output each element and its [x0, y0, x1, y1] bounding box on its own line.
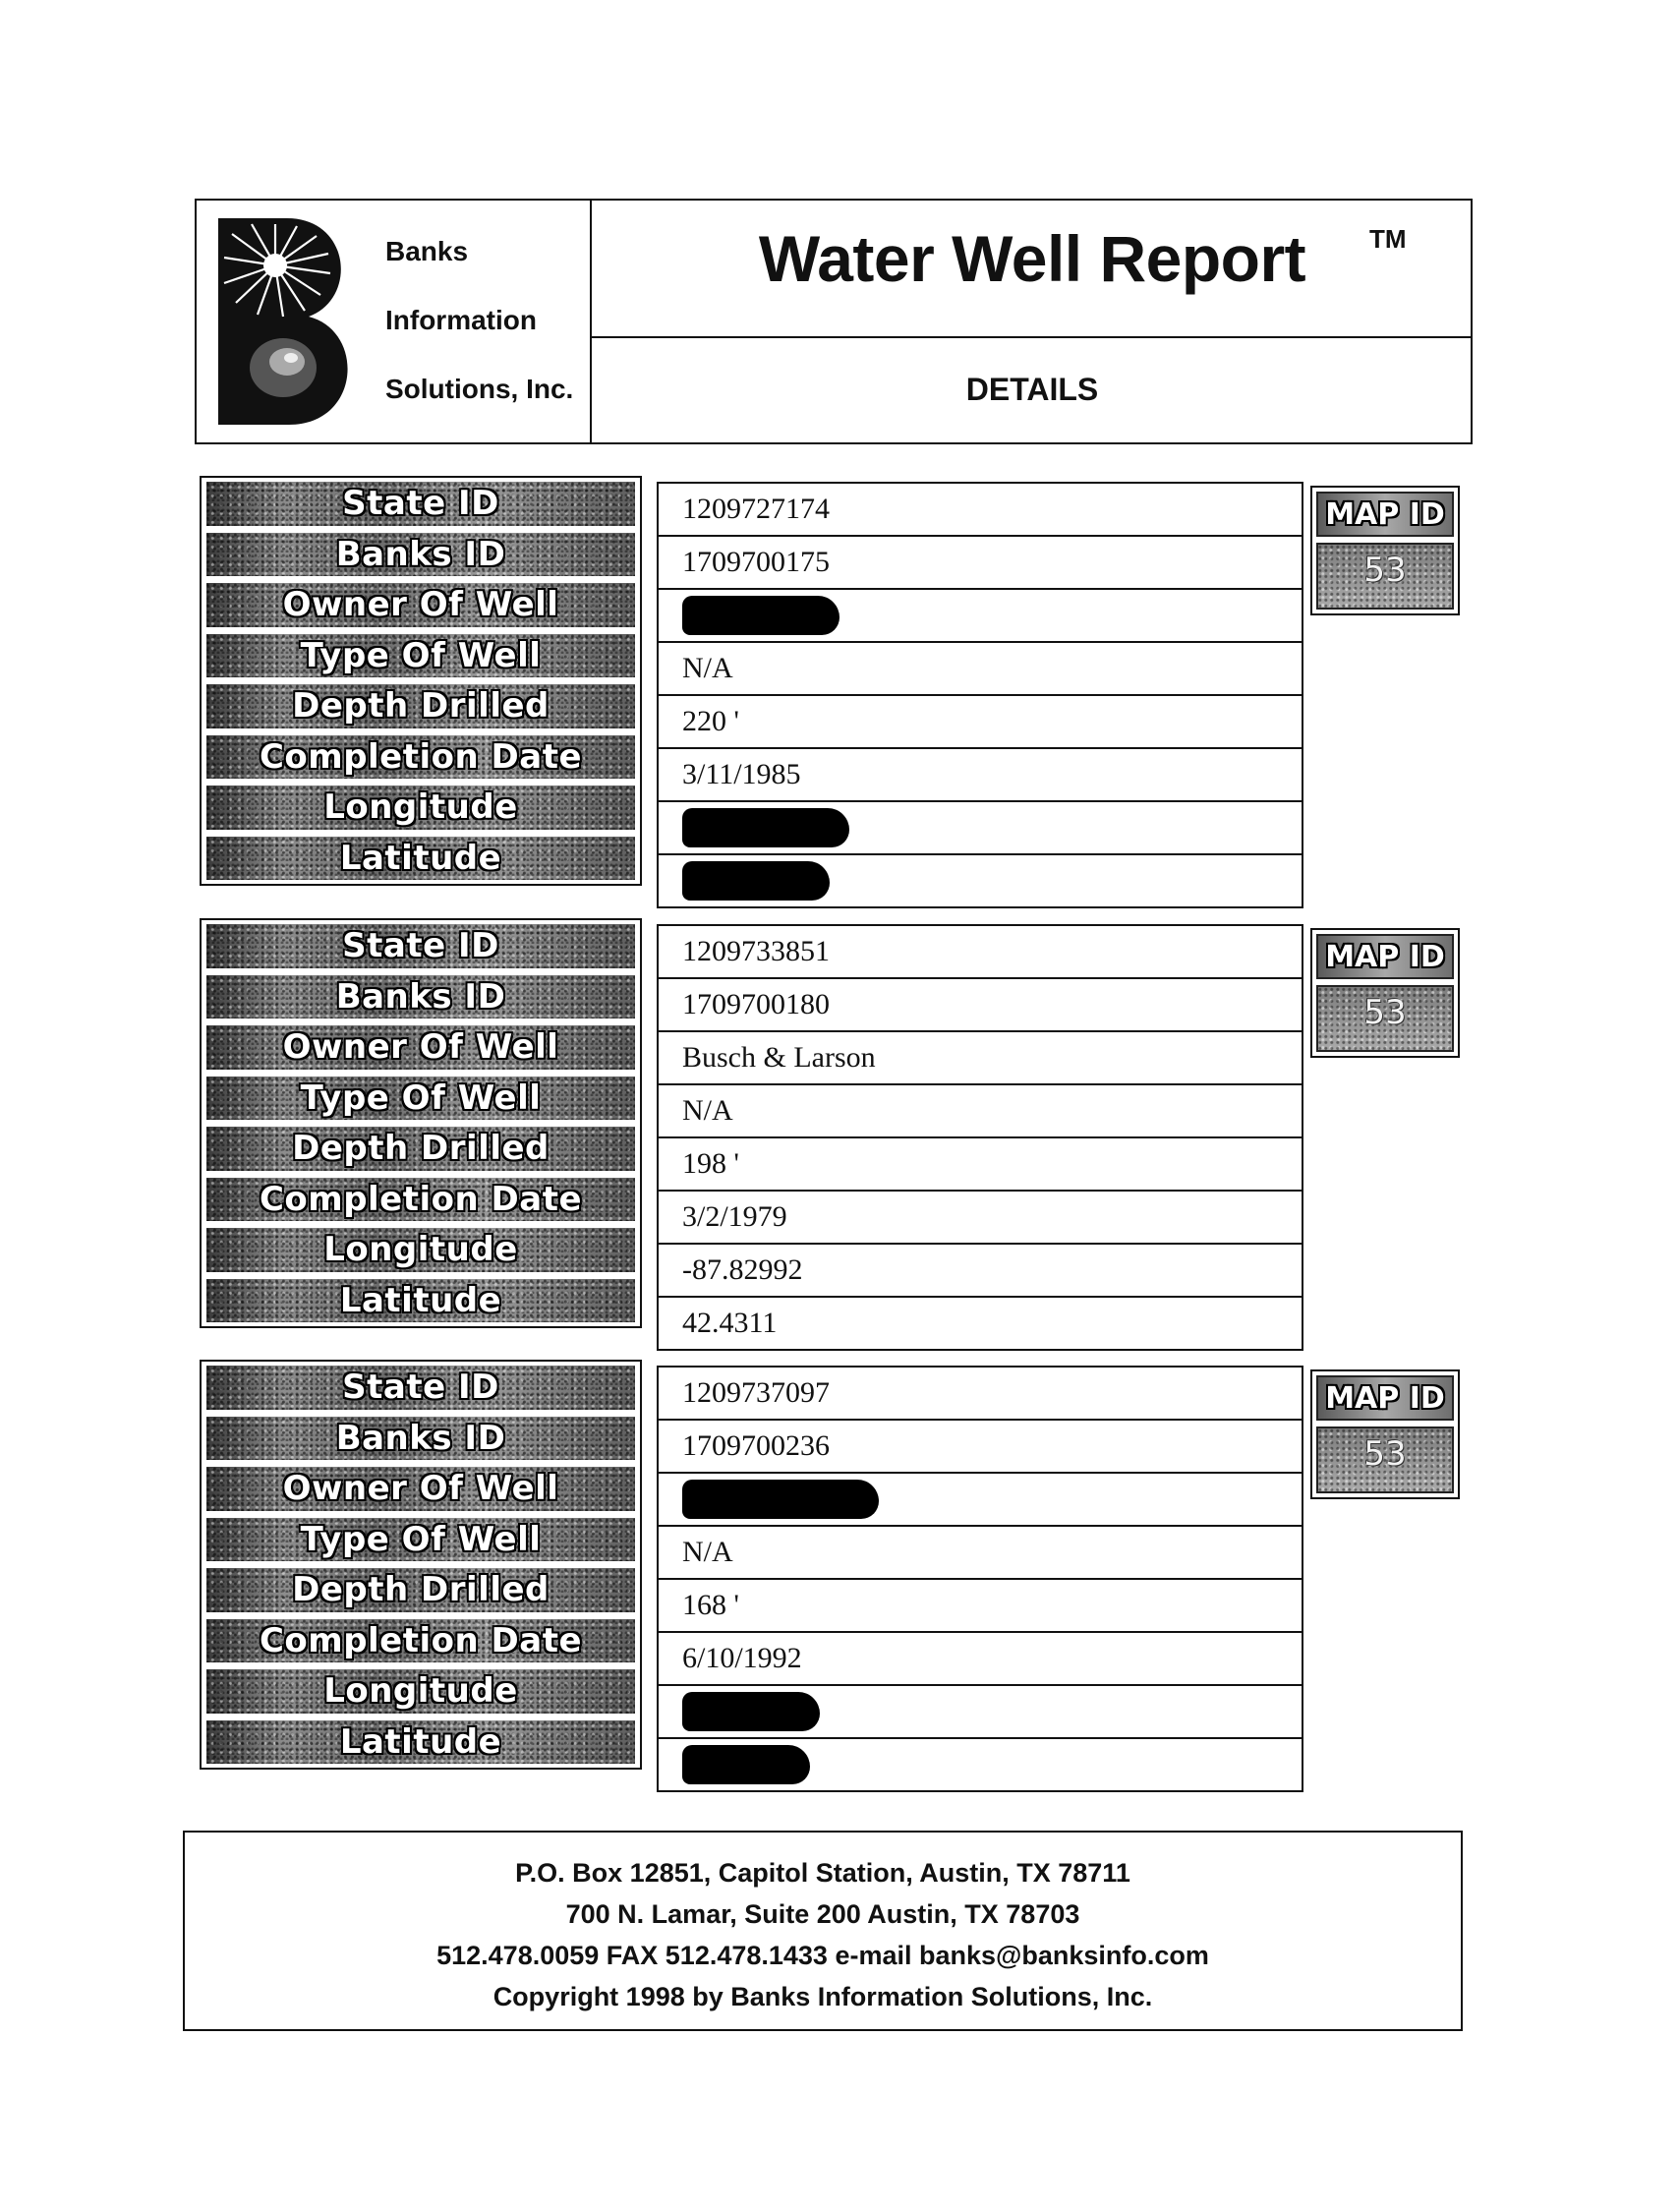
redaction-mark: [682, 808, 849, 847]
field-label: Type Of Well: [206, 1518, 635, 1562]
field-value: [659, 1368, 1302, 1421]
company-name-line-1: Banks: [385, 236, 469, 266]
field-value: [659, 1580, 1302, 1633]
field-value: [659, 1633, 1302, 1686]
field-value: [659, 1032, 1302, 1085]
map-id-label: MAP ID: [1316, 1375, 1454, 1421]
field-label: Owner Of Well: [206, 583, 635, 627]
record-3-map-id: [1310, 1369, 1460, 1499]
field-value: [659, 1298, 1302, 1349]
field-label: Owner Of Well: [206, 1467, 635, 1511]
field-value-text: 168 ': [682, 1589, 739, 1621]
field-value: [659, 1192, 1302, 1245]
field-label: State ID: [206, 924, 635, 968]
field-label: Completion Date: [206, 1178, 635, 1222]
field-value: [659, 590, 1302, 643]
map-id-label: MAP ID: [1316, 492, 1454, 537]
field-label: State ID: [206, 482, 635, 526]
field-value-text: 220 ': [682, 705, 739, 737]
footer-contact-line: 512.478.0059 FAX 512.478.1433 e-mail banks@banksinfo.com: [436, 1941, 1209, 1970]
redaction-mark: [682, 861, 830, 901]
trademark-mark: TM: [1369, 224, 1407, 254]
company-name-line-2: Information: [385, 305, 537, 335]
field-value-text: Busch & Larson: [682, 1041, 876, 1074]
field-value: [659, 696, 1302, 749]
field-value: [659, 1085, 1302, 1138]
field-value: [659, 855, 1302, 906]
field-value: [659, 1245, 1302, 1298]
field-value-text: 198 ': [682, 1147, 739, 1180]
field-value: [659, 1686, 1302, 1739]
footer-address-line: P.O. Box 12851, Capitol Station, Austin, TX 78711: [515, 1858, 1130, 1888]
company-name-line-3: Solutions, Inc.: [385, 374, 574, 404]
redaction-mark: [682, 1745, 810, 1784]
field-label: Banks ID: [206, 975, 635, 1019]
report-title: Water Well Report: [758, 222, 1306, 295]
field-value-text: 1709700175: [682, 546, 830, 578]
footer-copyright-line: Copyright 1998 by Banks Information Solutions, Inc.: [492, 1982, 1153, 2011]
record-3-labels: [200, 1360, 642, 1770]
field-value-text: N/A: [682, 652, 733, 684]
field-value-text: 42.4311: [682, 1307, 778, 1339]
field-label: Banks ID: [206, 1417, 635, 1461]
field-value: [659, 1421, 1302, 1474]
record-3-values: [657, 1366, 1303, 1792]
redaction-mark: [682, 596, 840, 635]
map-id-value: 53: [1316, 985, 1454, 1052]
field-value-text: N/A: [682, 1536, 733, 1568]
map-id-value: 53: [1316, 1426, 1454, 1493]
record-1-map-id: [1310, 486, 1460, 615]
field-value-text: 1209733851: [682, 935, 830, 967]
title-divider: [592, 336, 1473, 338]
field-value: [659, 1138, 1302, 1192]
report-subtitle: DETAILS: [965, 372, 1099, 407]
field-value: [659, 643, 1302, 696]
field-label: Banks ID: [206, 533, 635, 577]
field-value-text: 1709700180: [682, 988, 830, 1020]
field-label: State ID: [206, 1366, 635, 1410]
field-value: [659, 926, 1302, 979]
field-value: [659, 1474, 1302, 1527]
field-value: [659, 979, 1302, 1032]
field-value-text: 1209727174: [682, 493, 830, 525]
redaction-mark: [682, 1692, 820, 1731]
banks-logo-icon: [218, 218, 364, 425]
map-id-value: 53: [1316, 543, 1454, 610]
field-value-text: 3/2/1979: [682, 1200, 787, 1233]
field-value-text: -87.82992: [682, 1253, 803, 1286]
field-value: [659, 1739, 1302, 1790]
field-value-text: N/A: [682, 1094, 733, 1127]
record-2-map-id: [1310, 928, 1460, 1058]
field-value: [659, 749, 1302, 802]
field-label: Type Of Well: [206, 1077, 635, 1121]
record-1-labels: [200, 476, 642, 886]
field-label: Completion Date: [206, 735, 635, 780]
field-label: Owner Of Well: [206, 1025, 635, 1070]
field-value-text: 6/10/1992: [682, 1642, 802, 1674]
field-label: Longitude: [206, 786, 635, 830]
field-value: [659, 537, 1302, 590]
field-label: Longitude: [206, 1228, 635, 1272]
field-label: Latitude: [206, 1720, 635, 1765]
field-value-text: 3/11/1985: [682, 758, 801, 790]
map-id-label: MAP ID: [1316, 934, 1454, 979]
field-label: Latitude: [206, 837, 635, 881]
field-value: [659, 484, 1302, 537]
field-label: Depth Drilled: [206, 684, 635, 728]
field-label: Depth Drilled: [206, 1568, 635, 1612]
field-label: Type Of Well: [206, 634, 635, 678]
redaction-mark: [682, 1480, 879, 1519]
field-value-text: 1209737097: [682, 1376, 830, 1409]
footer-street-line: 700 N. Lamar, Suite 200 Austin, TX 78703: [565, 1899, 1080, 1929]
field-label: Completion Date: [206, 1619, 635, 1663]
field-value: [659, 802, 1302, 855]
field-label: Depth Drilled: [206, 1127, 635, 1171]
record-1-values: [657, 482, 1303, 908]
field-value-text: 1709700236: [682, 1429, 830, 1462]
record-2-labels: [200, 918, 642, 1328]
record-2-values: [657, 924, 1303, 1351]
field-label: Longitude: [206, 1669, 635, 1714]
field-label: Latitude: [206, 1279, 635, 1323]
field-value: [659, 1527, 1302, 1580]
